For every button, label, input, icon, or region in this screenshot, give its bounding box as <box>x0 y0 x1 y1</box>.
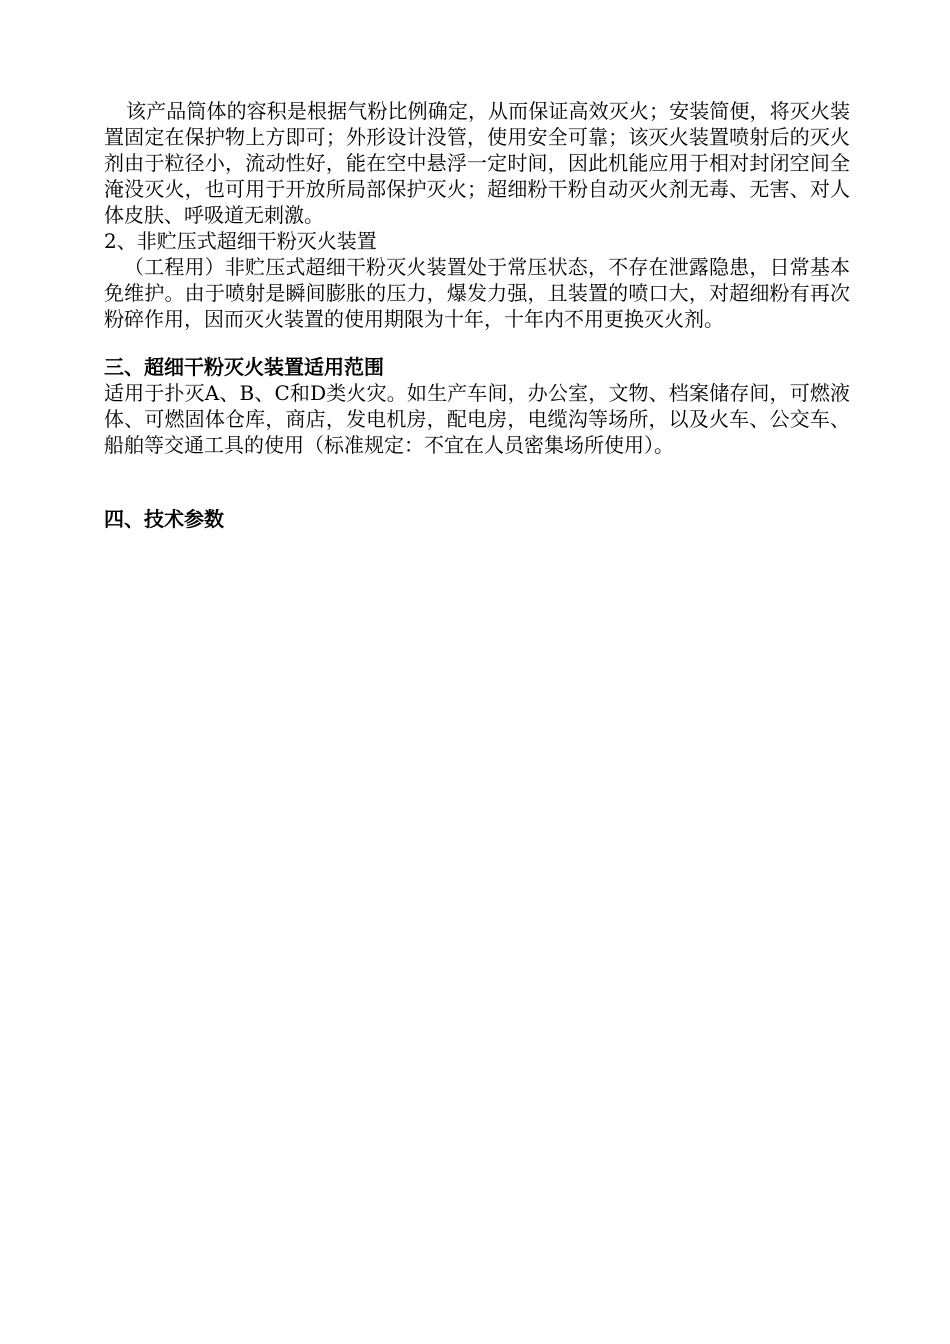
section-spacer <box>104 458 850 506</box>
paragraph-spacer <box>104 332 850 354</box>
non-pressurized-device-paragraph: （工程用）非贮压式超细干粉灭火装置处于常压状态，不存在泄露隐患，日常基本免维护。由于喷射是瞬间膨胀的压力，爆发力强，且装置的喷口大，对超细粉有再次粉碎作用，因而灭火装置的使用期限为十年，十年内不用更换灭火剂。 <box>104 255 850 331</box>
application-scope-paragraph: 适用于扑灭A、B、C和D类火灾。如生产车间，办公室，文物、档案储存间，可燃液体、可燃固体仓库，商店，发电机房，配电房，电缆沟等场所，以及火车、公交车、船舶等交通工具的使用（标准规定：不宜在人员密集场所使用）。 <box>104 381 850 457</box>
section-heading-technical-parameters: 四、技术参数 <box>104 507 224 531</box>
product-description-paragraph: 该产品筒体的容积是根据气粉比例确定，从而保证高效灭火；安装简便，将灭火装置固定在保护物上方即可；外形设计没管，使用安全可靠；该灭火装置喷射后的灭火剂由于粒径小，流动性好，能在空中悬浮一定时间，因此机能应用于相对封闭空间全淹没灭火，也可用于开放所局部保护灭火；超细粉干粉自动灭火剂无毒、无害、对人体皮肤、呼吸道无刺激。 <box>104 99 850 227</box>
document-body <box>104 98 850 532</box>
subheading-non-pressurized-device: 2、非贮压式超细干粉灭火装置 <box>104 229 377 253</box>
section-heading-application-scope: 三、超细干粉灭火装置适用范围 <box>104 355 384 379</box>
